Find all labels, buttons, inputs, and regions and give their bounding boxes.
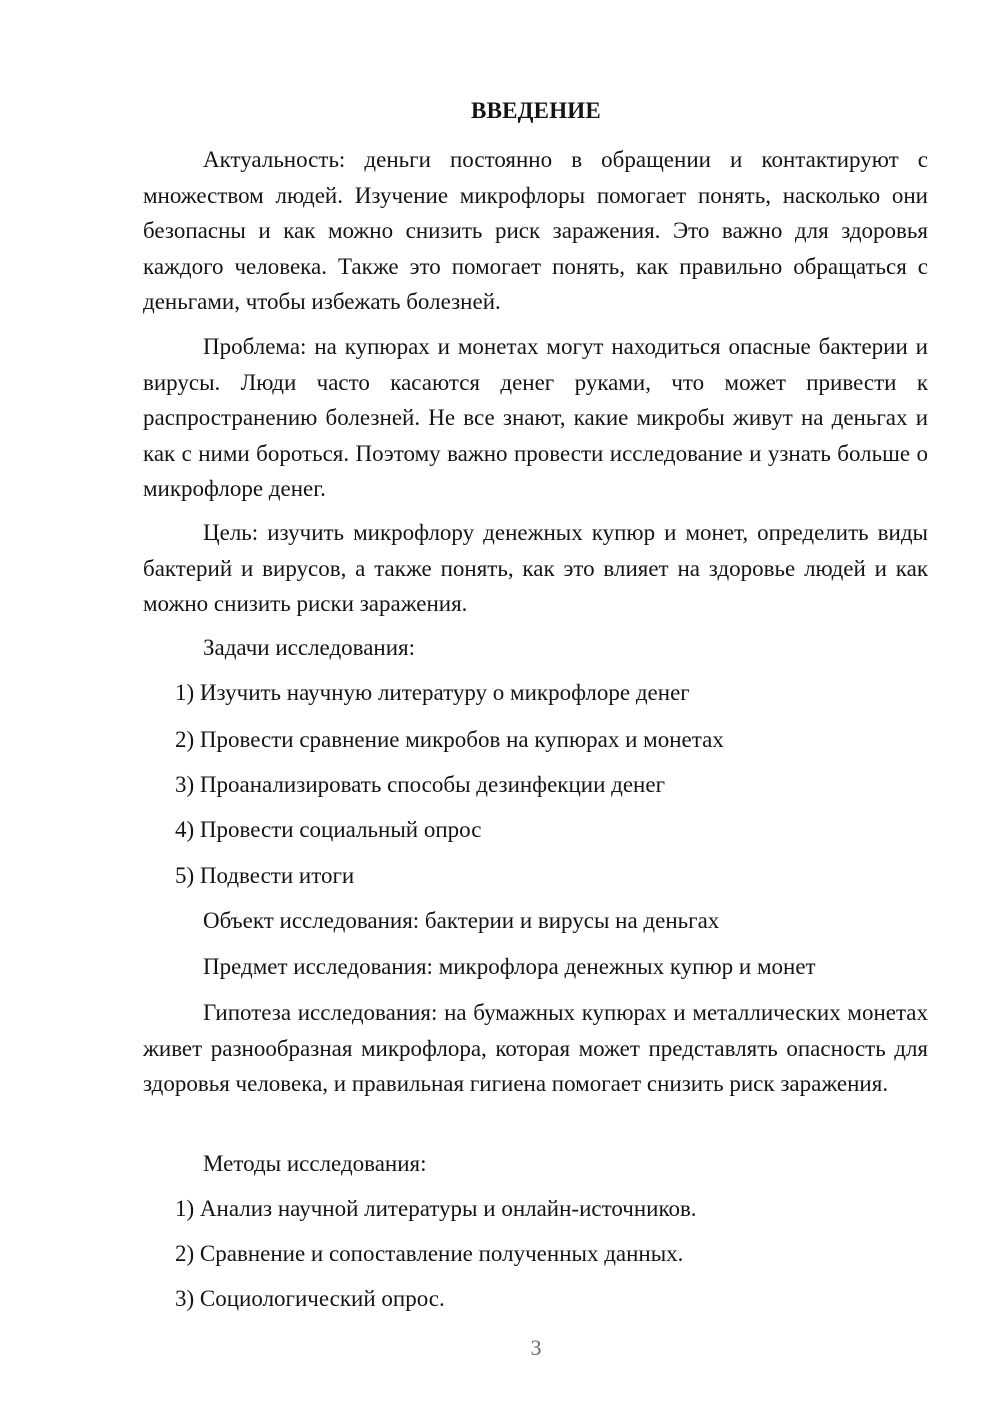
task-item-3: 3) Проанализировать способы дезинфекции денег <box>175 772 666 797</box>
task-item-2: 2) Провести сравнение микробов на купюрах и монетах <box>175 727 724 752</box>
relevance-paragraph: Актуальность: деньги постоянно в обращении и контактируют с множеством людей. Изучение микрофлоры помогает понять, насколько они безопасны и как можно снизить риск заражения. Это важно для здоровья каждого человека. Также это помогает понять, как правильно обращаться с деньгами, чтобы избежать болезней. <box>143 147 928 314</box>
research-object: Объект исследования: бактерии и вирусы на деньгах <box>203 908 720 933</box>
task-item-5: 5) Подвести итоги <box>175 863 355 888</box>
task-item-4: 4) Провести социальный опрос <box>175 817 482 842</box>
page-title: ВВЕДЕНИЕ <box>471 98 601 123</box>
research-subject: Предмет исследования: микрофлора денежных купюр и монет <box>203 954 816 979</box>
goal-paragraph: Цель: изучить микрофлору денежных купюр и монет, определить виды бактерий и вирусов, а также понять, как это влияет на здоровье людей и как можно снизить риски заражения. <box>143 520 928 616</box>
method-item-1: 1) Анализ научной литературы и онлайн-источников. <box>175 1196 697 1221</box>
tasks-heading: Задачи исследования: <box>203 635 416 660</box>
methods-heading: Методы исследования: <box>203 1151 427 1176</box>
problem-paragraph: Проблема: на купюрах и монетах могут находиться опасные бактерии и вирусы. Люди часто касаются денег руками, что может привести к распространению болезней. Не все знают, какие микробы живут на деньгах и как с ними бороться. Поэтому важно провести исследование и узнать больше о микрофлоре денег. <box>143 334 928 501</box>
task-item-1: 1) Изучить научную литературу о микрофлоре денег <box>175 680 690 705</box>
page-number: 3 <box>530 1335 542 1360</box>
method-item-3: 3) Социологический опрос. <box>175 1286 445 1311</box>
hypothesis-paragraph: Гипотеза исследования: на бумажных купюрах и металлических монетах живет разнообразная микрофлора, которая может представлять опасность для здоровья человека, и правильная гигиена помогает снизить риск заражения. <box>143 1000 928 1096</box>
method-item-2: 2) Сравнение и сопоставление полученных данных. <box>175 1241 684 1266</box>
